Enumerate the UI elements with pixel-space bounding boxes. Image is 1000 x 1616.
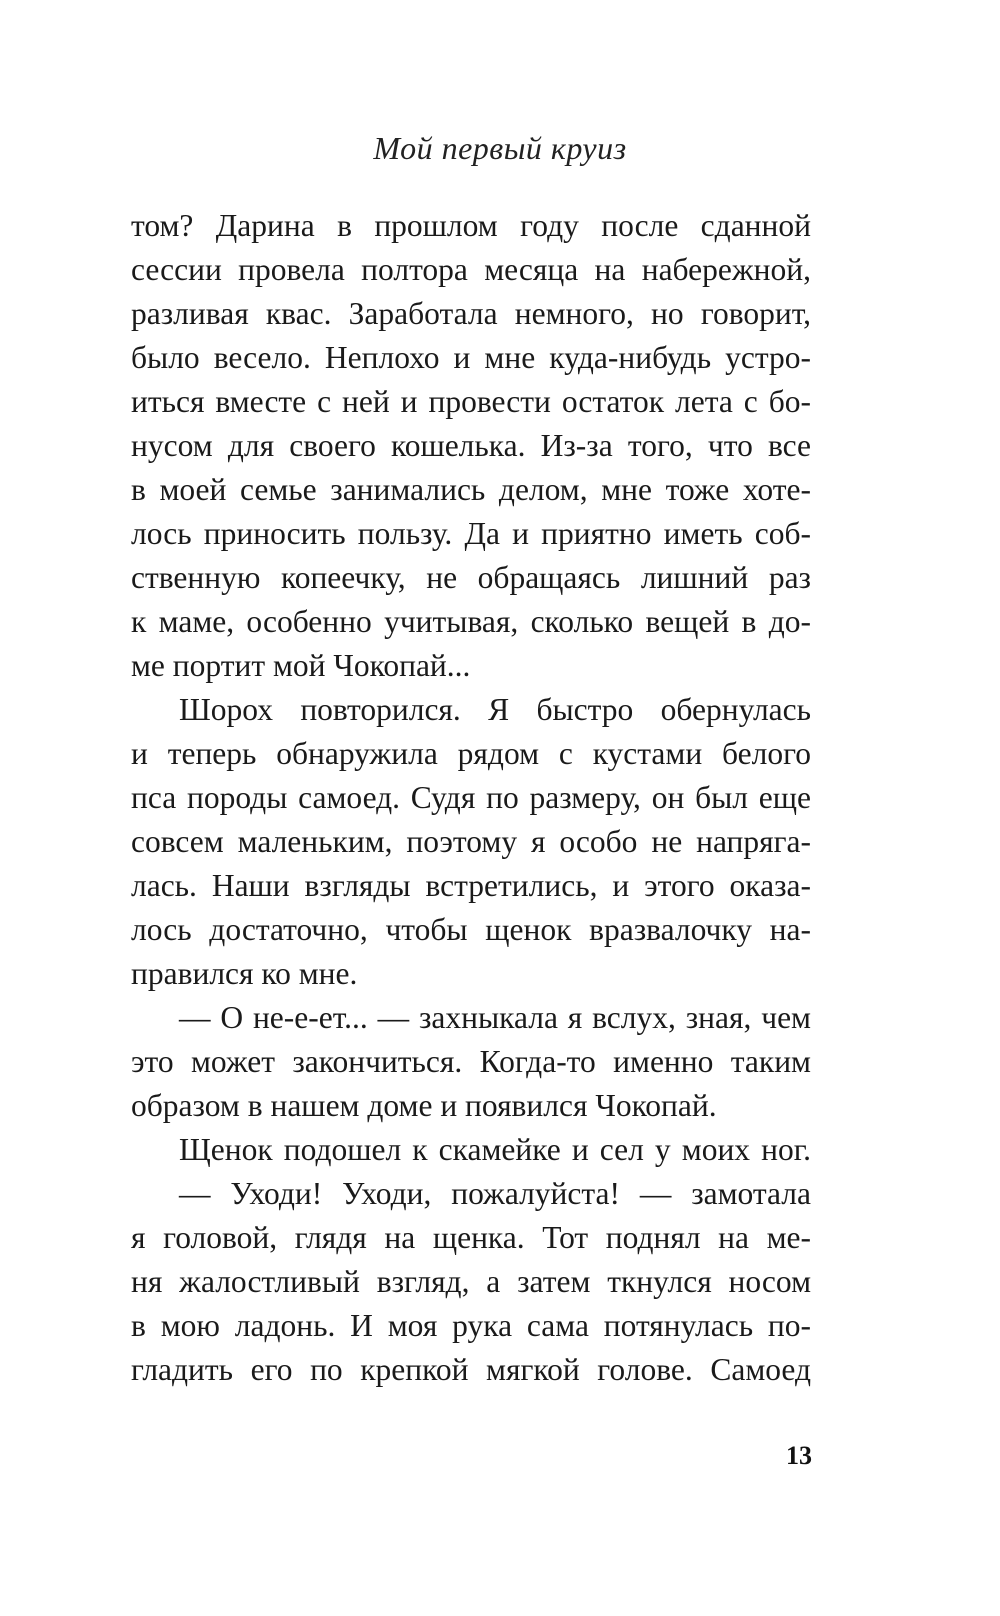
- text-line: разливая квас. Заработала немного, но говорит,: [131, 296, 811, 331]
- text-line: нусом для своего кошелька. Из-за того, что все: [131, 428, 811, 463]
- text-line: — Уходи! Уходи, пожалуйста! — замотала: [179, 1176, 811, 1211]
- text-line: это может закончиться. Когда-то именно таким: [131, 1044, 811, 1079]
- text-line: сессии провела полтора месяца на набережной,: [131, 252, 811, 287]
- text-line: — О не-е-ет... — захныкала я вслух, зная, чем: [179, 1000, 811, 1035]
- text-line: лась. Наши взгляды встретились, и этого оказа-: [131, 868, 811, 903]
- text-line: ня жалостливый взгляд, а затем ткнулся носом: [131, 1264, 811, 1299]
- page-number: 13: [786, 1441, 812, 1470]
- text-line: иться вместе с ней и провести остаток лета с бо-: [131, 384, 811, 419]
- text-line: в мою ладонь. И моя рука сама потянулась по-: [131, 1308, 811, 1343]
- text-line: совсем маленьким, поэтому я особо не напряга-: [131, 824, 811, 859]
- text-line: ственную копеечку, не обращаясь лишний раз: [131, 560, 811, 595]
- text-line: Щенок подошел к скамейке и сел у моих ног.: [179, 1132, 811, 1167]
- text-line: гладить его по крепкой мягкой голове. Самоед: [131, 1352, 811, 1387]
- text-line: том? Дарина в прошлом году после сданной: [131, 208, 811, 243]
- text-line: ме портит мой Чокопай...: [131, 648, 471, 683]
- text-line: Шорох повторился. Я быстро обернулась: [179, 692, 811, 727]
- text-line: к маме, особенно учитывая, сколько вещей в до-: [131, 604, 811, 639]
- text-line: пса породы самоед. Судя по размеру, он был еще: [131, 780, 811, 815]
- text-line: лось приносить пользу. Да и приятно иметь соб-: [131, 516, 811, 551]
- text-line: и теперь обнаружила рядом с кустами белого: [131, 736, 811, 771]
- text-line: было весело. Неплохо и мне куда-нибудь устро-: [131, 340, 811, 375]
- text-line: я головой, глядя на щенка. Тот поднял на ме-: [131, 1220, 811, 1255]
- text-line: лось достаточно, чтобы щенок вразвалочку на-: [131, 912, 811, 947]
- text-line: в моей семье занимались делом, мне тоже хоте-: [131, 472, 811, 507]
- body-text: [131, 204, 811, 1392]
- text-line: правился ко мне.: [131, 956, 358, 991]
- text-line: образом в нашем доме и появился Чокопай.: [131, 1088, 717, 1123]
- running-header-title: Мой первый круиз: [373, 130, 627, 166]
